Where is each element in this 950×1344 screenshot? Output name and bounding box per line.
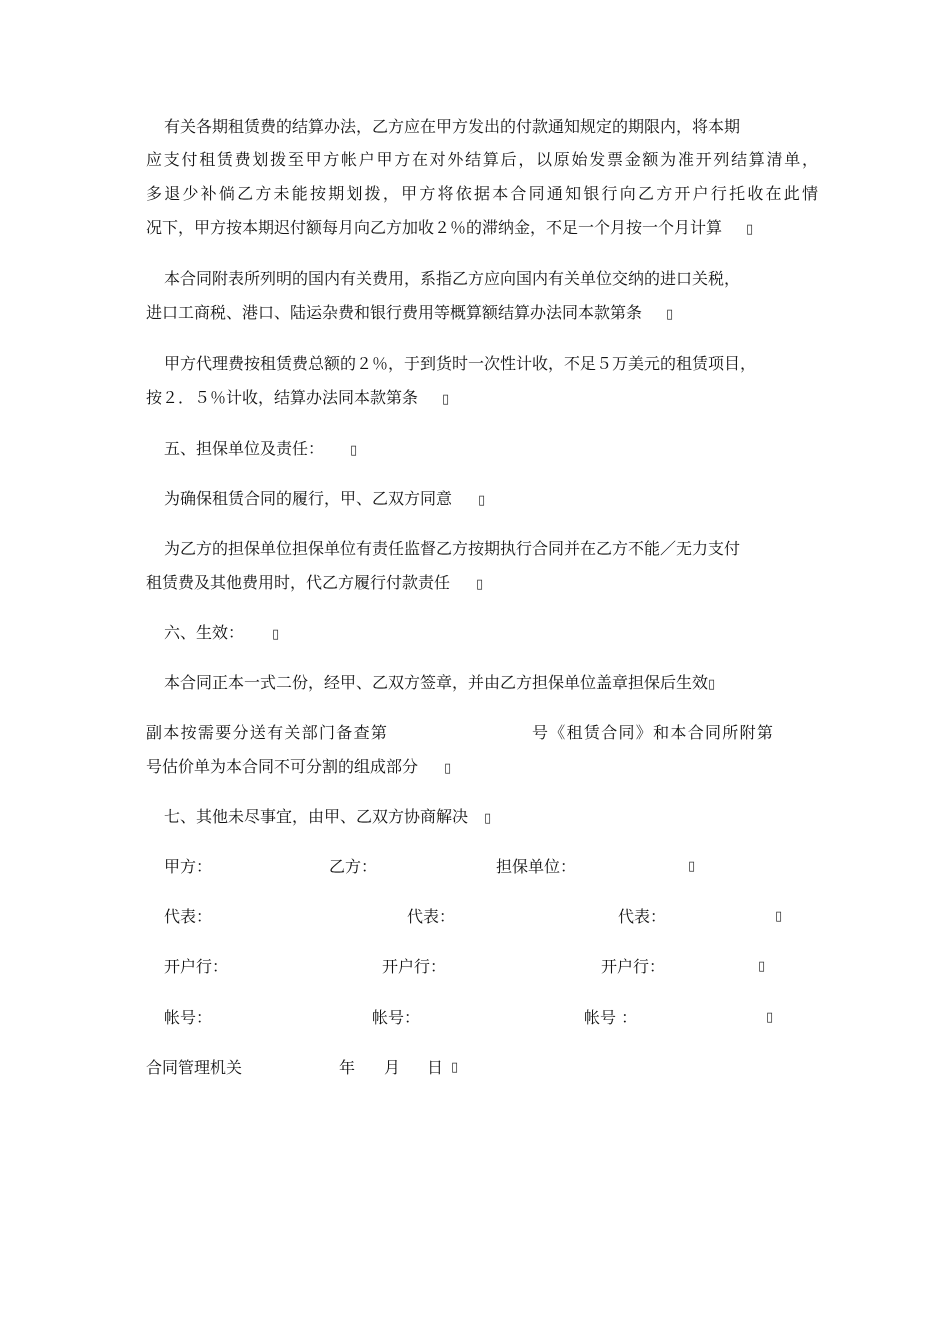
p1-line-3: 多退少补倘乙方未能按期划拨，甲方将依据本合同通知银行向乙方开户行托收在此情 [146, 184, 818, 203]
paragraph-mark: ▯ [666, 307, 674, 322]
section-7-heading [164, 807, 491, 829]
p6-text: 本合同正本一式二份，经甲、乙双方签章，并由乙方担保单位盖章担保后生效 [164, 673, 709, 692]
p1-line-1: 有关各期租赁费的结算办法，乙方应在甲方发出的付款通知规定的期限内，将本期 [164, 117, 741, 136]
guarantor-rep-label: 代表： [618, 907, 667, 926]
p5-line-2 [146, 573, 483, 595]
p2-line-1: 本合同附表所列明的国内有关费用，系指乙方应向国内有关单位交纳的进口关税， [164, 269, 741, 288]
p4-text: 为确保租赁合同的履行，甲、乙双方同意 [164, 489, 453, 508]
paragraph-mark: ▯ [775, 909, 783, 924]
p4-line [164, 489, 485, 511]
paragraph-mark: ▯ [478, 493, 486, 508]
p1-line-4 [146, 218, 753, 240]
party-a-rep-label: 代表： [164, 907, 213, 926]
p5-line-1: 为乙方的担保单位担保单位有责任监督乙方按期执行合同并在乙方不能／无力支付 [164, 539, 741, 558]
p6-line [164, 673, 715, 695]
p7-line-1-right: 号《租赁合同》和本合同所附第 [532, 723, 775, 742]
section-6-heading [164, 623, 279, 645]
p7-line-2-text: 号估价单为本合同不可分割的组成部分 [146, 757, 419, 776]
party-b-account-label: 帐号： [372, 1008, 421, 1027]
paragraph-mark: ▯ [708, 677, 716, 692]
day-label: 日 [427, 1058, 444, 1077]
section-7-text: 七、其他未尽事宜，由甲、乙双方协商解决 [164, 807, 469, 826]
party-a-label: 甲方： [164, 857, 213, 876]
year-label: 年 [339, 1058, 356, 1077]
paragraph-mark: ▯ [688, 859, 696, 874]
paragraph-mark: ▯ [272, 627, 280, 642]
section-5-text: 五、担保单位及责任： [164, 439, 325, 458]
paragraph-mark: ▯ [758, 959, 766, 974]
p1-line-2: 应支付租赁费划拨至甲方帐户甲方在对外结算后，以原始发票金额为准开列结算清单， [146, 150, 818, 169]
section-5-heading [164, 439, 357, 461]
paragraph-mark: ▯ [442, 392, 450, 407]
p3-line-2-text: 按２．５％计收，结算办法同本款第条 [146, 388, 419, 407]
paragraph-mark: ▯ [766, 1010, 774, 1025]
guarantor-account-label: 帐号 ： [584, 1008, 638, 1027]
paragraph-mark: ▯ [451, 1060, 459, 1075]
guarantor-label: 担保单位： [496, 857, 577, 876]
p1-line-4-text: 况下，甲方按本期迟付额每月向乙方加收２％的滞纳金，不足一个月按一个月计算 [146, 218, 723, 237]
contract-authority-label: 合同管理机关 [146, 1058, 243, 1077]
party-b-rep-label: 代表： [407, 907, 456, 926]
guarantor-bank-label: 开户行： [601, 957, 666, 976]
party-b-bank-label: 开户行： [382, 957, 447, 976]
paragraph-mark: ▯ [484, 811, 492, 826]
party-b-label: 乙方： [329, 857, 378, 876]
p3-line-2 [146, 388, 449, 410]
paragraph-mark: ▯ [444, 761, 452, 776]
p7-line-2 [146, 757, 451, 779]
p7-line-1-left: 副本按需要分送有关部门备查第 [146, 723, 389, 742]
p2-line-2-text: 进口工商税、港口、陆运杂费和银行费用等概算额结算办法同本款第条 [146, 303, 643, 322]
p2-line-2 [146, 303, 673, 325]
p5-line-2-text: 租赁费及其他费用时，代乙方履行付款责任 [146, 573, 451, 592]
party-a-bank-label: 开户行： [164, 957, 229, 976]
paragraph-mark: ▯ [746, 222, 754, 237]
month-label: 月 [384, 1058, 401, 1077]
p3-line-1: 甲方代理费按租赁费总额的２％，于到货时一次性计收，不足５万美元的租赁项目， [164, 354, 757, 373]
section-6-text: 六、生效： [164, 623, 245, 642]
paragraph-mark: ▯ [476, 577, 484, 592]
party-a-account-label: 帐号： [164, 1008, 213, 1027]
paragraph-mark: ▯ [350, 443, 358, 458]
